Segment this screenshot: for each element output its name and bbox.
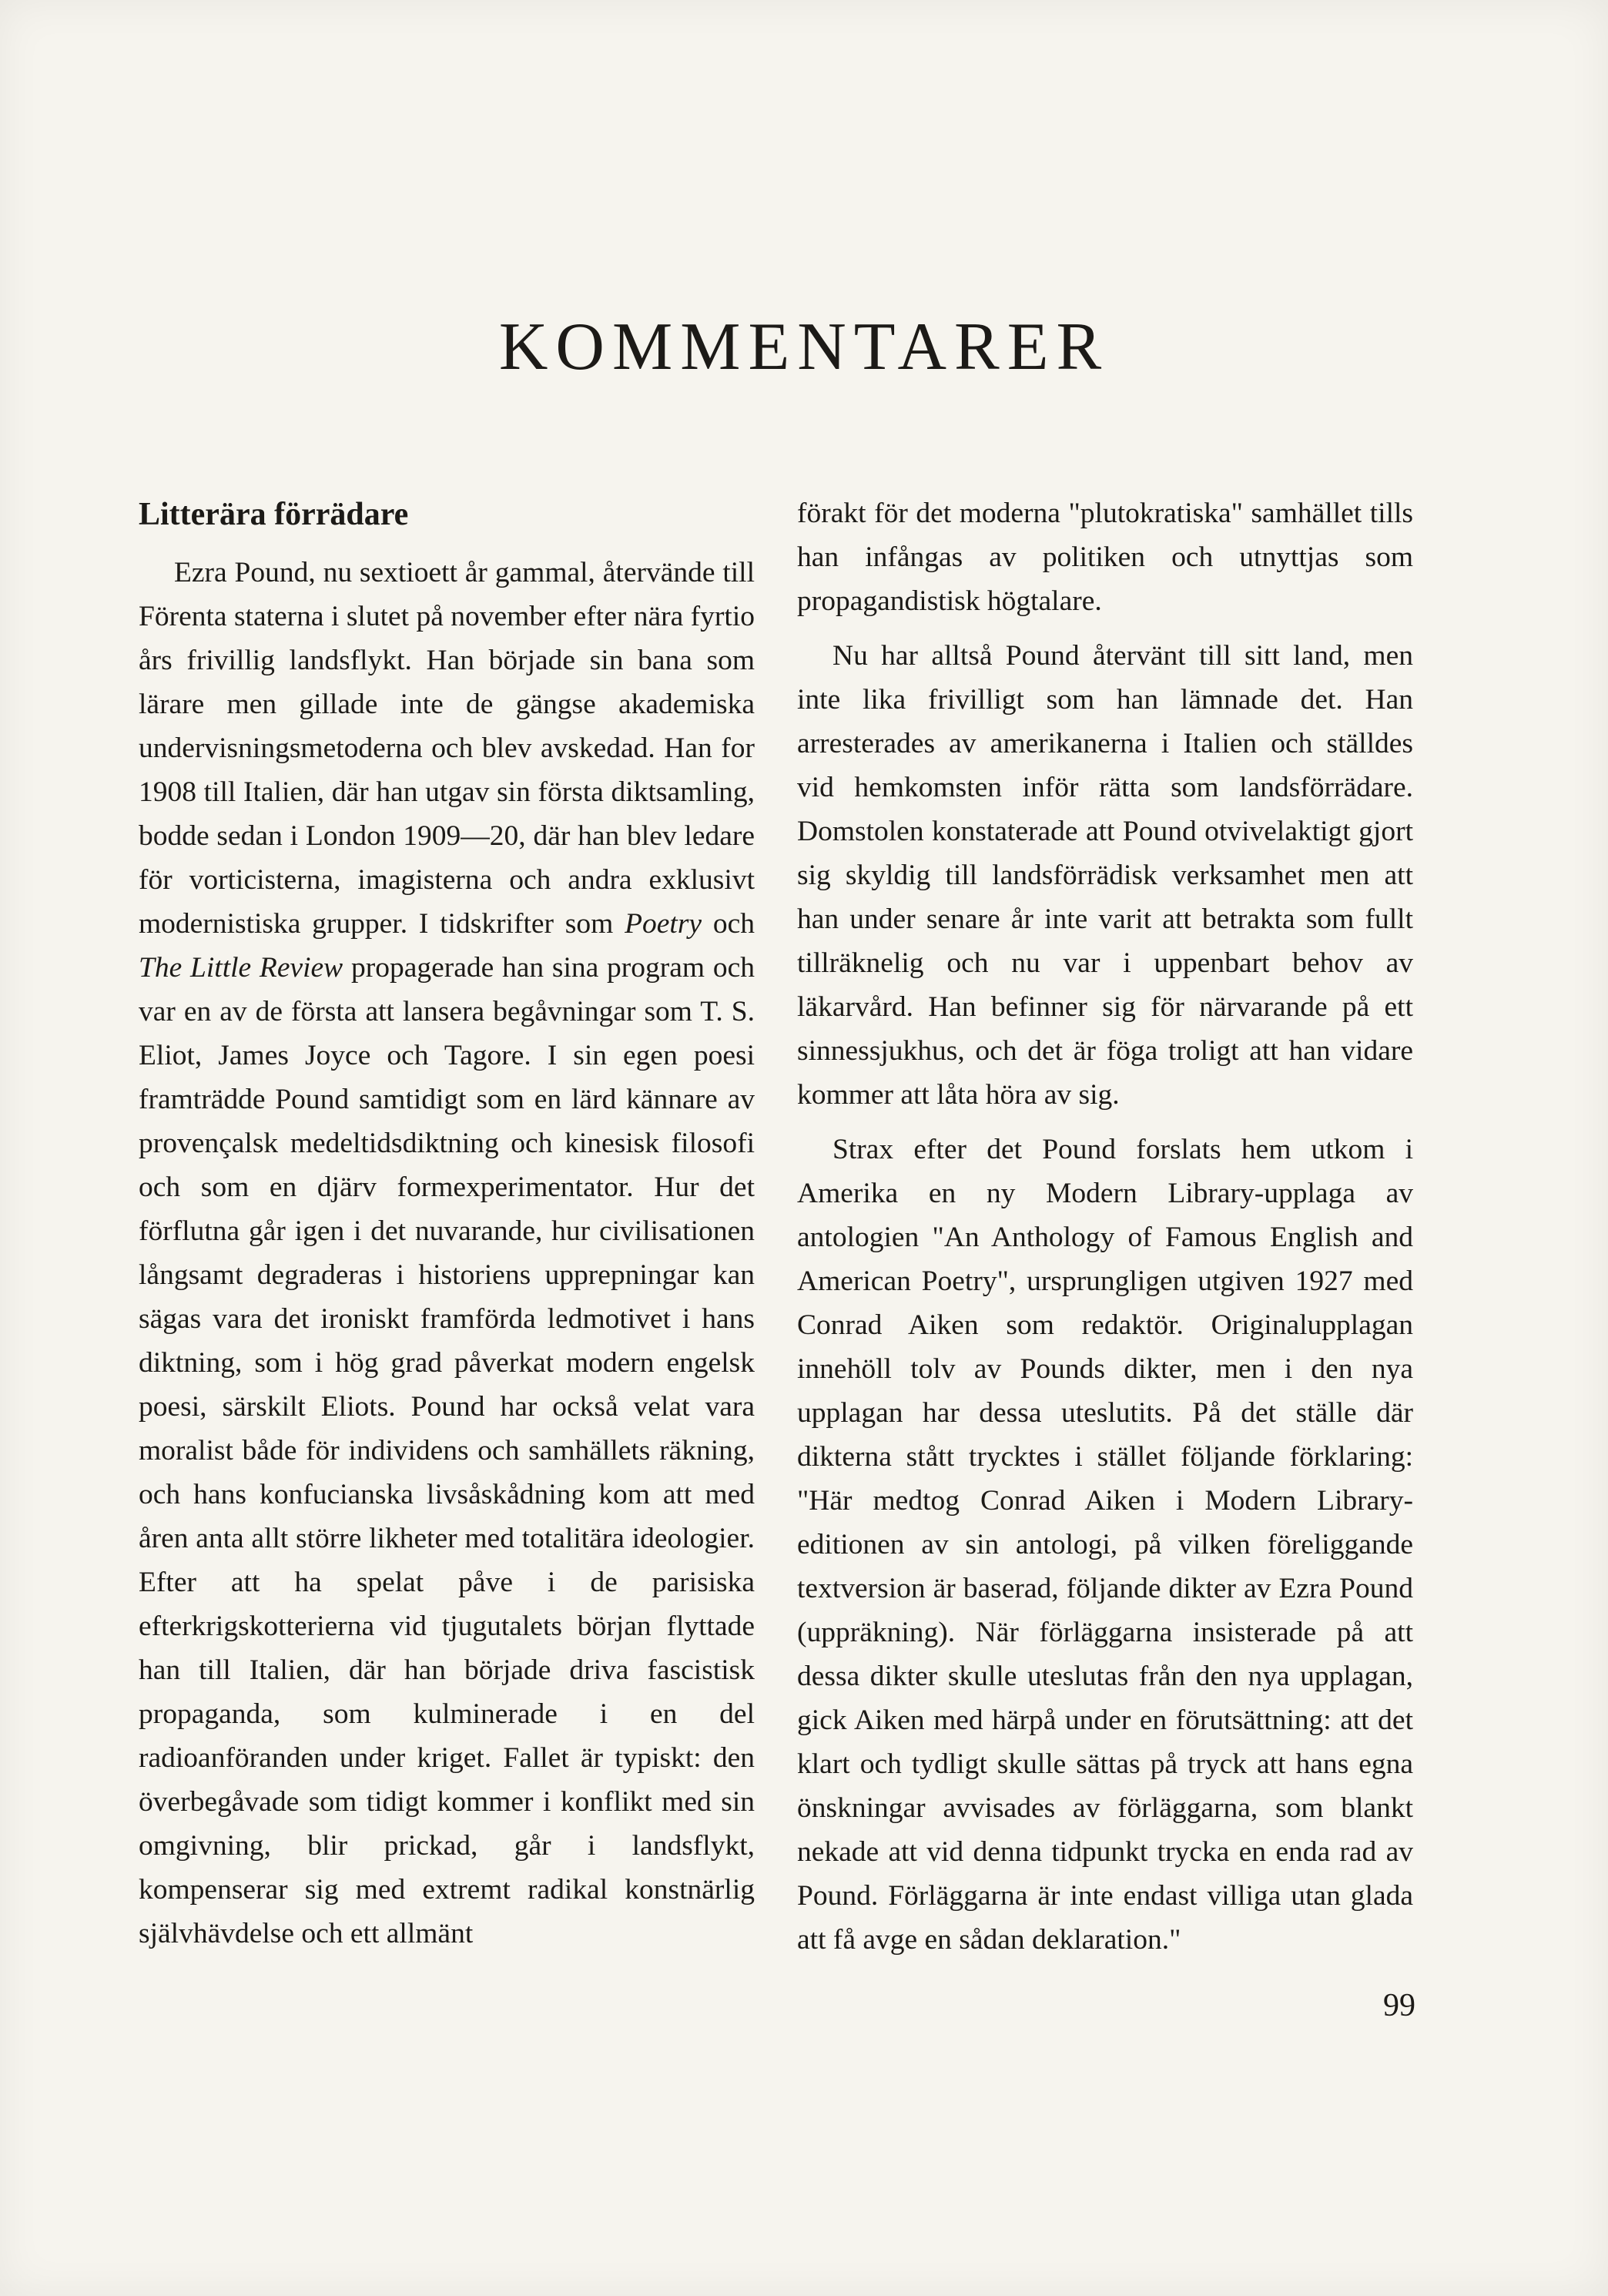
paragraph-text: och	[702, 908, 755, 940]
paragraph-text: Ezra Pound, nu sextioett år gammal, återvände till Förenta staterna i slutet på november efter nära fyrtio års frivillig landsflykt. Han började sin bana som lärare men gillade inte de gängse akademiska undervisningsmetoderna och blev avskedad. Han for 1908 till Italien, där han utgav sin första diktsamling, bodde sedan i London 1909—20, där han blev ledare för vorticisterna, imagisterna och andra exklusivt modernistiska grupper. I tidskrifter som	[139, 557, 755, 940]
paragraph	[139, 551, 755, 1956]
page-title: KOMMENTARER	[498, 310, 1110, 384]
paragraph: förakt för det moderna "plutokratiska" samhället tills han infångas av politiken och utnyttjas som propagandistisk högtalare.	[797, 498, 1413, 617]
paragraph-text: propagerade han sina program och var en av de första att lansera begåvningar som T. S. Eliot, James Joyce och Tagore. I sin egen poesi framträdde Pound samtidigt som en lärd kännare av provençalsk medeltidsdiktning och kinesisk filosofi och som en djärv formexperimentator. Hur det förflutna går igen i det nuvarande, hur civilisationen långsamt degraderas i historiens upprepningar kan sägas vara det ironiskt framförda ledmotivet i hans diktning, som i hög grad påverkat modern engelsk poesi, särskilt Eliots. Pound har också velat vara moralist både för individens och samhällets räkning, och hans konfucianska livsåskådning kom att med åren anta allt större likheter med totalitära ideologier. Efter att ha spelat påve i de parisiska efterkrigskotterierna vid tjugutalets början flyttade han till Italien, där han började driva fascistisk propaganda, som kulminerade i en del radioanföranden under kriget. Fallet är typiskt: den överbegåvade som tidigt kommer i konflikt med sin omgivning, blir prickad, går i landsflykt, kompenserar sig med extremt radikal konstnärlig självhävdelse och ett allmänt	[139, 952, 755, 1949]
right-column	[797, 491, 1413, 1962]
section-heading: Litterära förrädare	[139, 497, 409, 532]
paragraph: Strax efter det Pound forslats hem utkom i Amerika en ny Modern Library-upplaga av antologien "An Anthology of Famous English and American Poetry", ursprungligen utgiven 1927 med Conrad Aiken som redaktör. Originalupplagan innehöll tolv av Pounds dikter, men i den nya upplagan har dessa uteslutits. På det ställe där dikterna stått trycktes i stället följande förklaring: "Här medtog Conrad Aiken i Modern Library-editionen av sin antologi, på vilken föreliggande textversion är baserad, följande dikter av Ezra Pound (uppräkning). När förläggarna insisterade på att dessa dikter skulle uteslutas från den nya upplagan, gick Aiken med härpå under en förutsättning: att det klart och tydligt skulle sättas på tryck att hans egna önskningar avvisades av förläggarna, som blankt nekade att vid denna tidpunkt trycka en enda rad av Pound. Förläggarna är inte endast villiga utan glada att få avge en sådan deklaration."	[797, 1134, 1413, 1956]
journal-title: Poetry	[625, 908, 702, 940]
journal-title: The Little Review	[139, 952, 343, 984]
page-number: 99	[1383, 1988, 1415, 2023]
paragraph: Nu har alltså Pound återvänt till sitt land, men inte lika frivilligt som han lämnade det. Han arresterades av amerikanerna i Italien och ställdes vid hemkomsten inför rätta som landsförrädare. Domstolen konstaterade att Pound otvivelaktigt gjort sig skyldig till landsförrädisk verksamhet men att han under senare år inte varit att betrakta som fullt tillräknelig och nu var i uppenbart behov av läkarvård. Han befinner sig för närvarande på ett sinnessjukhus, och det är föga troligt att han vidare kommer att låta höra av sig.	[797, 640, 1413, 1111]
left-column	[139, 493, 755, 1956]
